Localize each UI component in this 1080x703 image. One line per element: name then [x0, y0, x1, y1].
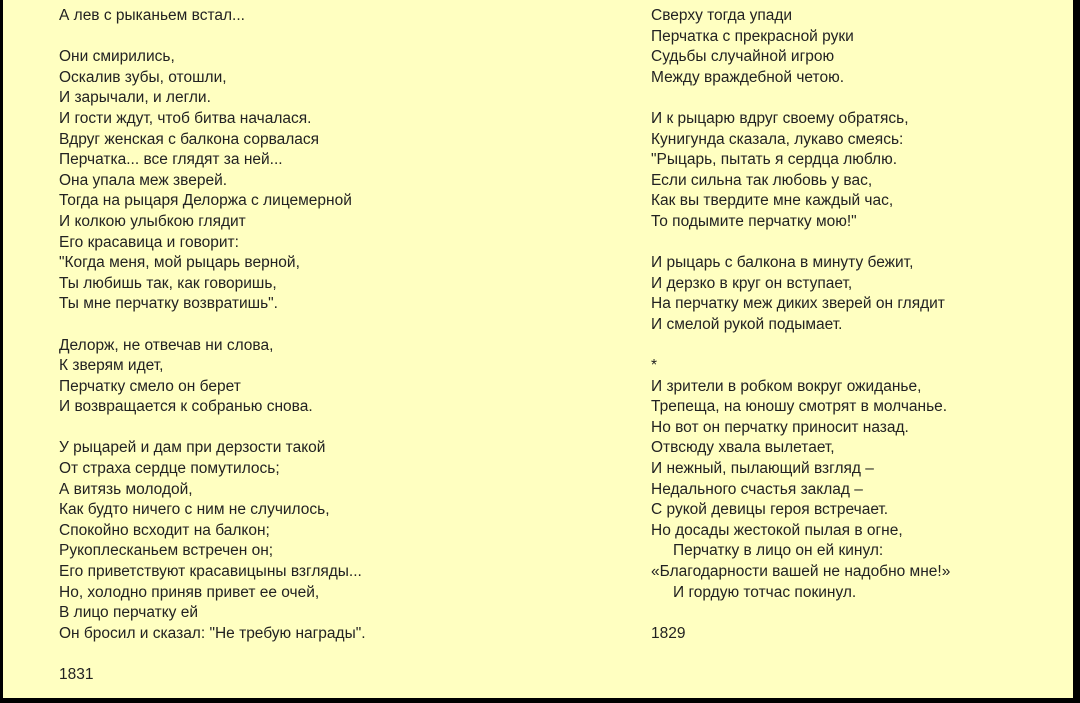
- poem-line: И рыцарь с балкона в минуту бежит,: [651, 254, 914, 272]
- poem-line: *: [651, 357, 658, 375]
- poem-line: От страха сердце помутилось;: [59, 460, 280, 478]
- right-stanza: [651, 6, 1071, 88]
- left-stanza: [59, 6, 579, 27]
- poem-line: К зверям идет,: [59, 357, 164, 375]
- right-stanza: [651, 624, 1071, 645]
- poem-line: И зрители в робком вокруг ожиданье,: [651, 377, 922, 395]
- poem-line: Вдруг женская с балкона сорвалася: [59, 130, 320, 148]
- poem-line: И смелой рукой подымает.: [651, 315, 843, 333]
- poem-line: На перчатку меж диких зверей он глядит: [651, 295, 945, 313]
- poem-line: Недального счастья заклад –: [651, 480, 863, 498]
- poem-line: В лицо перчатку ей: [59, 604, 199, 622]
- poem-line: Но досады жестокой пылая в огне,: [651, 521, 903, 539]
- poem-line: И гордую тотчас покинул.: [673, 583, 857, 601]
- poem-line: «Благодарности вашей не надобно мне!»: [651, 563, 951, 581]
- left-column: [59, 6, 579, 698]
- poem-line: 1831: [59, 666, 94, 683]
- poem-line: И гости ждут, чтоб битва началася.: [59, 109, 312, 127]
- poem-line: У рыцарей и дам при дерзости такой: [59, 439, 326, 457]
- left-stanza: [59, 47, 579, 315]
- poem-line: Она упала меж зверей.: [59, 171, 228, 189]
- right-stanza: [651, 253, 1071, 335]
- poem-line: "Рыцарь, пытать я сердца люблю.: [651, 151, 898, 169]
- right-stanza: [651, 109, 1071, 233]
- poem-line: Перчатка... все глядят за ней...: [59, 151, 283, 169]
- poem-line: С рукой девицы героя встречает.: [651, 501, 889, 519]
- poem-line: Судьбы случайной игрою: [651, 48, 835, 66]
- right-border: [1073, 0, 1080, 703]
- poem-line: Его приветствуют красавицыны взгляды...: [59, 563, 362, 581]
- poem-line: Между враждебной четою.: [651, 68, 845, 86]
- poem-line: И к рыцарю вдруг своему обратясь,: [651, 109, 909, 127]
- poem-line: Как будто ничего с ним не случилось,: [59, 501, 330, 519]
- poem-line: "Когда меня, мой рыцарь верной,: [59, 254, 300, 272]
- poem-line: Ты мне перчатку возвратишь".: [59, 295, 278, 313]
- poem-line: Кунигунда сказала, лукаво смеясь:: [651, 130, 904, 148]
- poem-page: [3, 0, 1073, 698]
- poem-line: Тогда на рыцаря Делоржа с лицемерной: [59, 192, 352, 210]
- right-column: [651, 6, 1071, 665]
- poem-line: И дерзко в круг он вступает,: [651, 274, 853, 292]
- left-stanza: [59, 665, 579, 686]
- poem-line: Но, холодно приняв привет ее очей,: [59, 583, 320, 601]
- poem-line: Его красавица и говорит:: [59, 233, 239, 251]
- poem-line: А лев с рыканьем встал...: [59, 7, 245, 24]
- right-stanza: [651, 356, 1071, 603]
- poem-line: И колкою улыбкою глядит: [59, 212, 246, 230]
- poem-line: А витязь молодой,: [59, 480, 193, 498]
- poem-line: Рукоплесканьем встречен он;: [59, 542, 274, 560]
- poem-line: И возвращается к собранью снова.: [59, 398, 313, 416]
- poem-line: И нежный, пылающий взгляд –: [651, 460, 874, 478]
- poem-line: Перчатку смело он берет: [59, 377, 241, 395]
- left-stanza: [59, 438, 579, 644]
- poem-line: Отвсюду хвала вылетает,: [651, 439, 835, 457]
- poem-line: То подымите перчатку мою!": [651, 212, 857, 230]
- poem-line: Спокойно всходит на балкон;: [59, 521, 270, 539]
- bottom-border: [0, 698, 1080, 703]
- poem-line: Перчатка с прекрасной руки: [651, 27, 854, 45]
- left-stanza: [59, 336, 579, 418]
- poem-line: И зарычали, и легли.: [59, 89, 211, 107]
- poem-line: Трепеща, на юношу смотрят в молчанье.: [651, 398, 948, 416]
- poem-line: Как вы твердите мне каждый час,: [651, 192, 894, 210]
- poem-line: Он бросил и сказал: "Не требую награды".: [59, 624, 366, 642]
- poem-line: Перчатку в лицо он ей кинул:: [673, 542, 884, 560]
- poem-line: Сверху тогда упади: [651, 7, 793, 24]
- poem-line: 1829: [651, 624, 686, 642]
- poem-line: Но вот он перчатку приносит назад.: [651, 418, 909, 436]
- poem-line: Оскалив зубы, отошли,: [59, 68, 227, 86]
- poem-line: Делорж, не отвечав ни слова,: [59, 336, 274, 354]
- poem-line: Они смирились,: [59, 48, 175, 66]
- poem-line: Ты любишь так, как говоришь,: [59, 274, 277, 292]
- poem-line: Если сильна так любовь у вас,: [651, 171, 873, 189]
